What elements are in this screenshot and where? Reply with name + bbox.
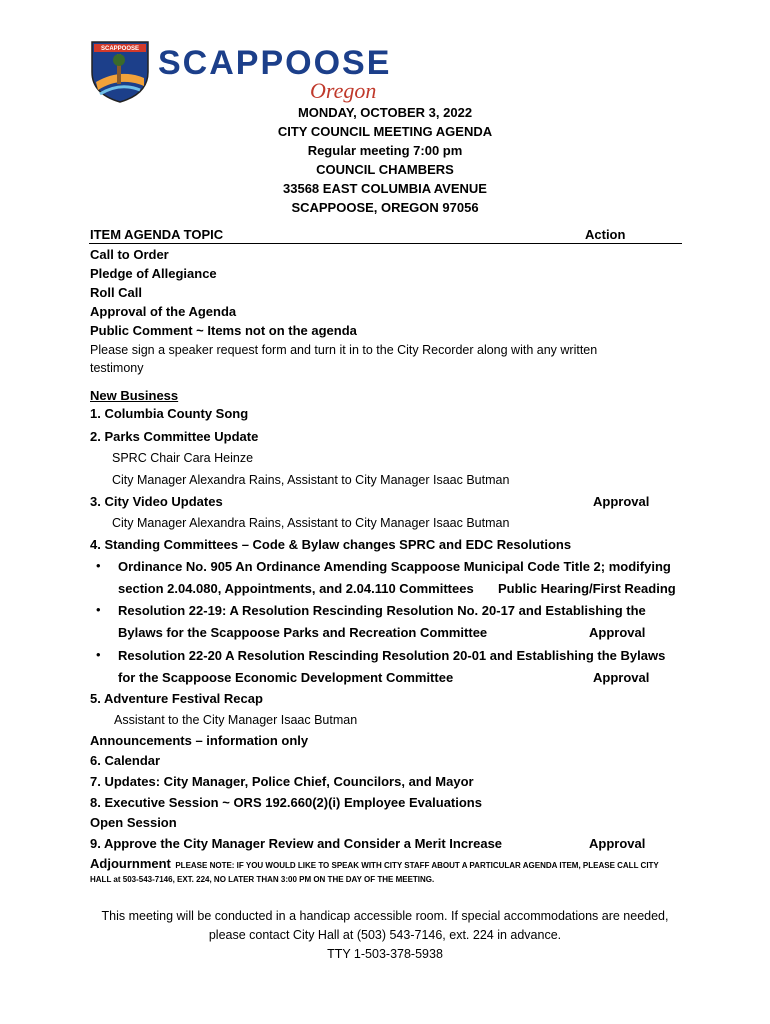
meeting-header [0,103,770,217]
accessibility-footer [0,907,770,964]
item-columbia-county-song: 1. Columbia County Song [90,406,249,421]
open-session: Open Session [90,815,177,830]
header-divider [89,243,682,244]
announcements: Announcements – information only [90,733,309,748]
column-item-topic: ITEM AGENDA TOPIC [90,227,224,242]
resolution-22-20: Resolution 22-20 A Resolution Rescinding Resolution 20-01 and Establishing the Bylaws [118,648,666,663]
footer-line-1: This meeting will be conducted in a handicap accessible room. If special accommodations are needed, [101,909,669,923]
footer-tty: TTY 1-503-378-5938 [327,947,443,961]
badge-text: SCAPPOOSE [100,46,140,52]
header-location: COUNCIL CHAMBERS [316,162,454,177]
item-adventure-presenter: Assistant to the City Manager Isaac Butman [114,713,358,727]
public-comment-note-cont: testimony [90,361,144,375]
public-comment: Public Comment ~ Items not on the agenda [90,323,357,338]
item-parks-presenter-2: City Manager Alexandra Rains, Assistant to City Manager Isaac Butman [112,473,510,487]
bullet-icon: • [96,647,101,662]
ordinance-905-action: Public Hearing/First Reading [498,581,676,596]
footer-line-2: please contact City Hall at (503) 543-7146, ext. 224 in advance. [208,928,562,942]
bullet-icon: • [96,558,101,573]
logo-state-name: Oregon [310,78,377,103]
header-address: 33568 EAST COLUMBIA AVENUE [283,181,487,196]
column-action: Action [585,227,626,242]
header-date: MONDAY, OCTOBER 3, 2022 [297,105,473,120]
new-business-heading: New Business [90,388,179,403]
item-merit-increase: 9. Approve the City Manager Review and Consider a Merit Increase [90,836,503,851]
resolution-22-20-action: Approval [593,670,650,685]
bullet-icon: • [96,602,101,617]
pledge-of-allegiance: Pledge of Allegiance [90,266,217,281]
ordinance-905: Ordinance No. 905 An Ordinance Amending Scappoose Municipal Code Title 2; modifying [118,559,671,574]
item-calendar: 6. Calendar [90,753,161,768]
adjournment-note [90,855,659,873]
roll-call: Roll Call [90,285,143,300]
ordinance-905-cont: section 2.04.080, Appointments, and 2.04.110 Committees [118,581,474,596]
item-city-video-presenter: City Manager Alexandra Rains, Assistant to City Manager Isaac Butman [112,516,510,530]
item-updates: 7. Updates: City Manager, Police Chief, Councilors, and Mayor [90,774,474,789]
call-to-order: Call to Order [90,247,169,262]
resolution-22-19: Resolution 22-19: A Resolution Rescinding Resolution No. 20-17 and Establishing the [118,603,646,618]
speak-note: PLEASE NOTE: IF YOU WOULD LIKE TO SPEAK WITH CITY STAFF ABOUT A PARTICULAR AGENDA ITEM, PLEASE CALL CITY [175,861,659,870]
city-badge-icon [92,42,148,102]
item-parks-presenter: SPRC Chair Cara Heinze [112,451,254,465]
logo-city-name: SCAPPOOSE [158,44,392,82]
item-city-video: 3. City Video Updates [90,494,223,509]
speak-note-cont: HALL at 503-543-7146, EXT. 224, NO LATER THAN 3:00 PM ON THE DAY OF THE MEETING. [90,875,435,884]
header-time: Regular meeting 7:00 pm [307,143,463,158]
public-comment-note: Please sign a speaker request form and turn it in to the City Recorder along with any written [90,343,598,357]
scappoose-logo [90,38,420,104]
item-parks-committee: 2. Parks Committee Update [90,429,259,444]
item-city-video-action: Approval [593,494,650,509]
item-executive-session: 8. Executive Session ~ ORS 192.660(2)(i) Employee Evaluations [90,795,482,810]
header-title: CITY COUNCIL MEETING AGENDA [277,124,493,139]
item-standing-committees: 4. Standing Committees – Code & Bylaw changes SPRC and EDC Resolutions [90,537,572,552]
item-merit-increase-action: Approval [589,836,646,851]
header-city: SCAPPOOSE, OREGON 97056 [291,200,479,215]
adjournment: Adjournment [90,856,171,871]
resolution-22-20-cont: for the Scappoose Economic Development Committee [118,670,454,685]
approval-of-agenda: Approval of the Agenda [90,304,237,319]
item-adventure-festival: 5. Adventure Festival Recap [90,691,263,706]
resolution-22-19-cont: Bylaws for the Scappoose Parks and Recreation Committee [118,625,488,640]
resolution-22-19-action: Approval [589,625,646,640]
